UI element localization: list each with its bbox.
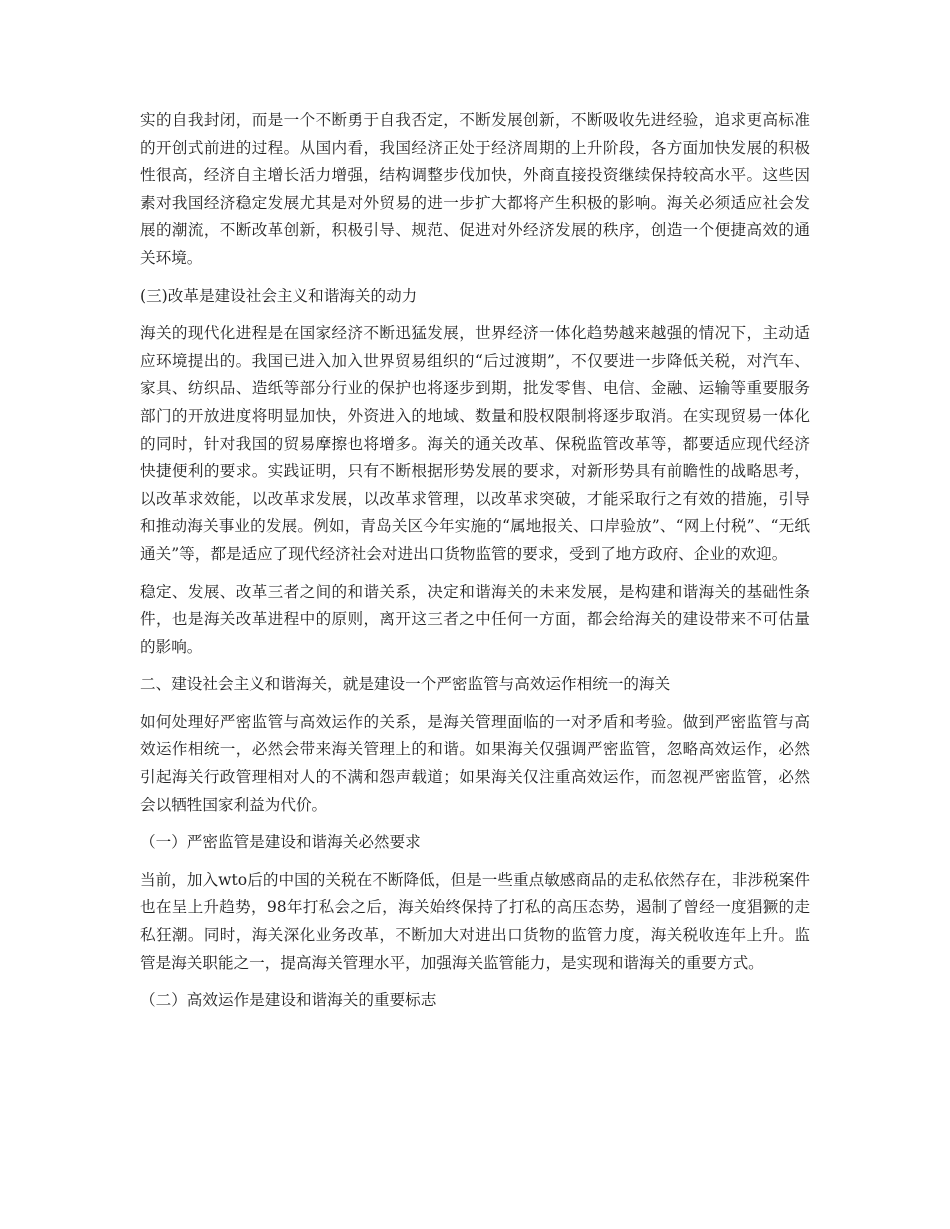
paragraph-intro-continuation: 实的自我封闭，而是一个不断勇于自我否定，不断发展创新，不断吸收先进经验，追求更高标准的开创式前进的过程。从国内看，我国经济正处于经济周期的上升阶段，各方面加快发展的积极性很高，经济自主增长活力增强，结构调整步伐加快，外商直接投资继续保持较高水平。这些因素对我国经济稳定发展尤其是对外贸易的进一步扩大都将产生积极的影响。海关必须适应社会发展的潮流，不断改革创新，积极引导、规范、促进对外经济发展的秩序，创造一个便捷高效的通关环境。 (140, 111, 810, 267)
paragraph-supervision-efficiency: 如何处理好严密监管与高效运作的关系，是海关管理面临的一对矛盾和考验。做到严密监管与高效运作相统一，必然会带来海关管理上的和谐。如果海关仅强调严密监管，忽略高效运作，必然引起海关行政管理相对人的不满和怨声载道；如果海关仅注重高效运作，而忽视严密监管，必然会以牺牲国家利益为代价。 (140, 712, 810, 814)
subsection-heading-efficient-operation: （二）高效运作是建设和谐海关的重要标志 (140, 991, 437, 1010)
paragraph-strict-supervision: 当前，加入wto后的中国的关税在不断降低，但是一些重点敏感商品的走私依然存在，非涉税案件也在呈上升趋势，98年打私会之后，海关始终保持了打私的高压态势，遏制了曾经一度猖獗的走私狂潮。同时，海关深化业务改革，不断加大对进出口货物的监管力度，海关税收连年上升。监管是海关职能之一，提高海关管理水平，加强海关监管能力，是实现和谐海关的重要方式。 (140, 870, 810, 972)
section-heading-part-two: 二、建设社会主义和谐海关，就是建设一个严密监管与高效运作相统一的海关 (140, 675, 671, 694)
paragraph-stability-development-reform: 稳定、发展、改革三者之间的和谐关系，决定和谐海关的未来发展，是构建和谐海关的基础性条件，也是海关改革进程中的原则，离开这三者之中任何一方面，都会给海关的建设带来不可估量的影响。 (140, 582, 810, 656)
section-heading-reform: (三)改革是建设社会主义和谐海关的动力 (140, 286, 418, 305)
document-body (140, 107, 810, 1025)
paragraph-reform: 海关的现代化进程是在国家经济不断迅猛发展，世界经济一体化趋势越来越强的情况下，主动适应环境提出的。我国已进入加入世界贸易组织的“后过渡期”，不仅要进一步降低关税，对汽车、家具、纺织品、造纸等部分行业的保护也将逐步到期，批发零售、电信、金融、运输等重要服务部门的开放进度将明显加快，外资进入的地域、数量和股权限制将逐步取消。在实现贸易一体化的同时，针对我国的贸易摩擦也将增多。海关的通关改革、保税监管改革等，都要适应现代经济快捷便利的要求。实践证明，只有不断根据形势发展的要求，对新形势具有前瞻性的战略思考，以改革求效能，以改革求发展，以改革求管理，以改革求突破，才能采取行之有效的措施，引导和推动海关事业的发展。例如，青岛关区今年实施的“属地报关、口岸验放”、“网上付税”、“无纸通关”等，都是适应了现代经济社会对进出口货物监管的要求，受到了地方政府、企业的欢迎。 (140, 324, 810, 563)
subsection-heading-strict-supervision: （一）严密监管是建设和谐海关必然要求 (140, 833, 421, 852)
